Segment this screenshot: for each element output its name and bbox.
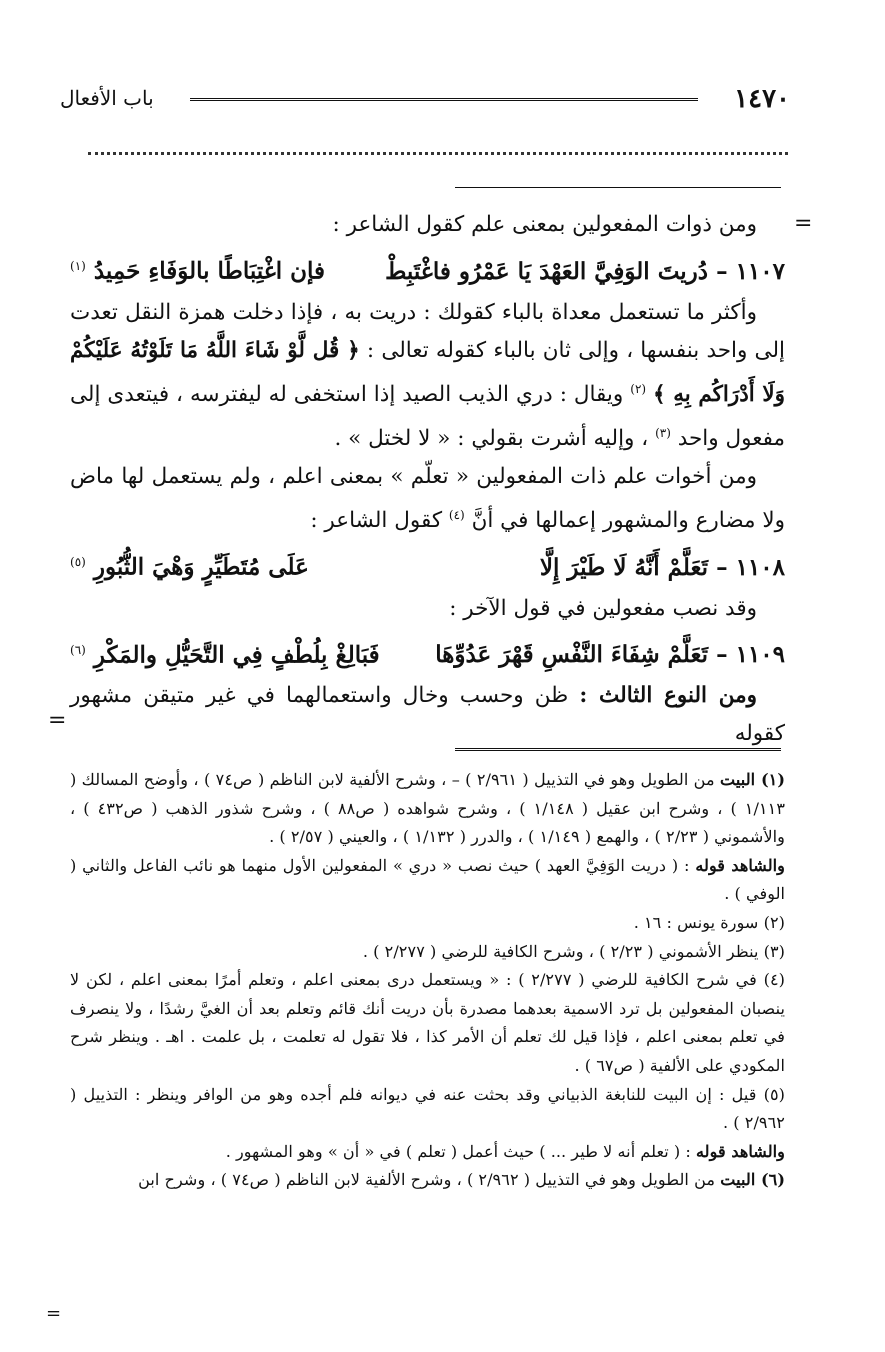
continuation-mark-footnote: = (46, 1303, 62, 1324)
quran-verse: ﴿ قُل لَّوْ شَاءَ اللَّهُ مَا تَلَوْتُهُ عَلَيْكُمْ وَلَا أَدْرَاكُم بِهِ ﴾ (70, 337, 786, 407)
verse-second-half (70, 628, 380, 678)
verse-text: دُريتَ الوَفِيَّ العَهْدَ يَا عَمْرُو فاغْتَبِطْ (385, 257, 709, 285)
footnote-ref: (٥) (70, 555, 86, 570)
verse-number: ١١٠٧ – (716, 257, 785, 285)
paragraph-text: وأكثر ما تستعمل معداة بالباء كقولك : دريت به ، فإذا دخلت همزة النقل تعدت إلى واحد بنفسها ، وإلى ثان بالباء كقوله تعالى : (70, 299, 785, 363)
footnote-5-shahid (70, 1138, 785, 1167)
verse-1109 (70, 628, 785, 678)
main-text (70, 206, 785, 753)
footnote-ref: (٤) (448, 507, 465, 522)
paragraph-text: ويقال : دري الذيب الصيد إذا استخفى له ليفترسه ، فيتعدى إلى مفعول واحد (70, 381, 785, 451)
paragraph-taallam (70, 458, 785, 540)
footnotes (70, 766, 785, 1195)
paragraph-text: ومن أخوات علم ذات المفعولين « تعلّم » بمعنى اعلم ، ولم يستعمل لها ماض ولا مضارع والمشهور إعمالها في أنَّ (70, 463, 785, 534)
paragraph-text: ، وإليه أشرت بقولي : « لا لختل » . (334, 425, 649, 451)
footnote-ref: (١) (70, 259, 86, 273)
footnote-text: من الطويل وهو في التذييل ( ٢/٩٦٢ ) ، وشرح الألفية لابن الناظم ( ص٧٤ ) ، وشرح ابن (138, 1170, 716, 1190)
paragraph-heading: ومن النوع الثالث : (579, 683, 757, 709)
verse-text: عَلَى مُتَطَيِّرٍ وَهْيَ الثُّبُورِ (93, 553, 309, 581)
paragraph-other: وقد نصب مفعولين في قول الآخر : (449, 595, 757, 621)
verse-1107 (70, 244, 785, 294)
verse-text: تَعَلَّمْ شِفَاءَ النَّفْسِ قَهْرَ عَدُوِّهَا (435, 641, 709, 669)
footnote-ref: (٦) (70, 642, 86, 657)
footnote-text: : ( تعلم أنه لا طير ... ) حيث أعمل ( تعلم ) في « أن » وهو المشهور . (225, 1141, 691, 1161)
verse-first-half (385, 250, 785, 294)
footnote-ref: (٣) (655, 425, 671, 440)
footnote-4: (٤) في شرح الكافية للرضي ( ٢/٢٧٧ ) : « ويستعمل درى بمعنى اعلم ، وتعلم أمرًا بمعنى اعلم ، لكن لا ينصبان المفعولين بل ترد الاسمية بعدهما مصدرة بأن دريت أنك قائم وتعلم بعد أن الغيَّ رشدًا ، ولا ينصرف في تعلم بمعنى اعلم ، فإذا قيل لك تعلم أن الأمر كذا ، فلا تقول له تعلمت ، بل علمت . اهـ . وينظر شرح المكودي على الألفية ( ص٦٧ ) . (70, 970, 785, 1075)
verse-second-half (70, 244, 325, 294)
paragraph-third-type (70, 677, 785, 753)
footnote-label: (٦) البيت (720, 1170, 785, 1190)
verse-1108 (70, 540, 785, 590)
verse-text: فَبَالِغْ بِلُطْفٍ فِي التَّحَيُّلِ والمَكْرِ (93, 641, 380, 669)
footnote-1-shahid (70, 852, 785, 909)
verse-second-half (70, 540, 309, 590)
footnote-6 (70, 1166, 785, 1195)
footnote-ref: (٢) (630, 381, 647, 396)
verse-text: تَعَلَّمْ أَنَّهُ لَا طَيْرَ إِلَّا (539, 553, 709, 581)
verse-number: ١١٠٨ – (716, 553, 785, 581)
continuation-mark-body: = (48, 708, 67, 733)
footnote-rule (455, 748, 781, 755)
footnote-5: (٥) قيل : إن البيت للنابغة الذبياني وقد بحثت عنه في ديوانه فلم أجده وهو من الوافر وينظر : التذييل ( ٢/٩٦٢ ) . (70, 1084, 785, 1133)
footnote-label: والشاهد قوله (696, 1141, 785, 1161)
section-title: باب الأفعال (60, 86, 154, 110)
paragraph-intro: ومن ذوات المفعولين بمعنى علم كقول الشاعر : (332, 212, 757, 237)
footnote-3: (٣) ينظر الأشموني ( ٢/٢٣ ) ، وشرح الكافية للرضي ( ٢/٢٧٧ ) . (362, 941, 785, 961)
footnote-2: (٢) سورة يونس : ١٦ . (633, 912, 785, 932)
footnote-label: والشاهد قوله (695, 855, 785, 875)
verse-number: ١١٠٩ – (716, 641, 785, 669)
verse-text: فإن اغْتِبَاطًا بالوَفَاءِ حَمِيدُ (93, 257, 326, 285)
footnote-text: : ( دريت الوَفِيَّ العهد ) حيث نصب « دري » المفعولين الأول منهما هو نائب الفاعل والثاني ( الوفي ) . (70, 855, 785, 904)
top-short-rule (455, 187, 781, 188)
verse-first-half (435, 633, 785, 677)
paragraph-darayt (70, 294, 785, 458)
page-header (60, 84, 790, 120)
footnote-1 (70, 766, 785, 852)
footnote-label: (١) البيت (720, 770, 785, 789)
continuation-mark-top: = (794, 211, 813, 236)
header-rule (190, 98, 698, 105)
page-number: ١٤٧٠ (734, 84, 790, 114)
footnote-text: من الطويل وهو في التذييل ( ٢/٩٦١ ) – ، وشرح الألفية لابن الناظم ( ص٧٤ ) ، وأوضح المسالك ( ١/١١٣ ) ، وشرح ابن عقيل ( ١/١٤٨ ) ، وشرح شواهده ( ص٨٨ ) ، وشرح شذور الذهب ( ص٤٣٢ ) ، والأشموني ( ٢/٢٣ ) ، والهمع ( ١/١٤٩ ) ، والدرر ( ١/١٣٢ ) ، والعيني ( ٢/٥٧ ) . (70, 770, 786, 847)
paragraph-text: كقول الشاعر : (310, 508, 443, 534)
dotted-separator (88, 152, 788, 155)
verse-first-half (540, 546, 785, 590)
paragraph-text: ظن وحسب وخال واستعمالهما في غير متيقن مشهور كقوله (70, 683, 785, 747)
